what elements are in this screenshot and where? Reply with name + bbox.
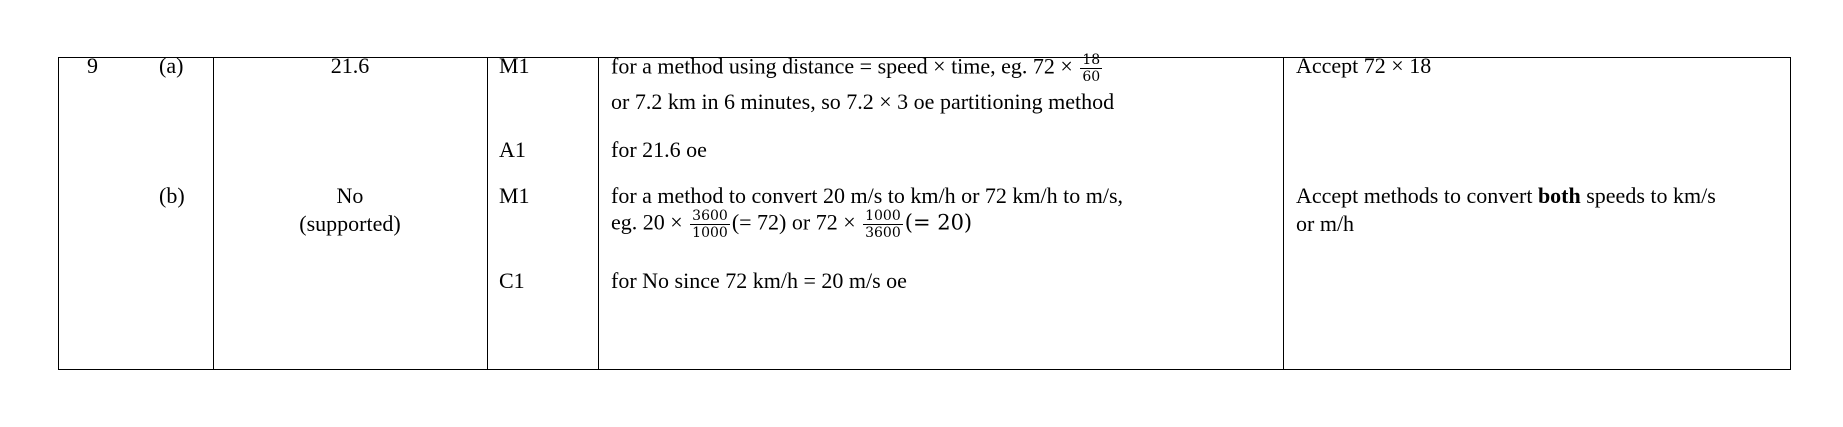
additional-note: or m/h — [1296, 211, 1355, 236]
guidance-line: for 21.6 oe — [611, 137, 707, 162]
part-b-label: (b) — [159, 183, 185, 208]
note-text: Accept methods to convert — [1296, 183, 1538, 208]
guidance-line: for No since 72 km/h = 20 m/s oe — [611, 268, 907, 293]
part-a-label: (a) — [159, 53, 184, 78]
guidance-line: (= 20) — [904, 210, 973, 235]
note-emphasis: both — [1537, 183, 1581, 208]
question-number: 9 — [87, 53, 98, 78]
fraction — [863, 208, 903, 241]
mark-code: C1 — [499, 268, 525, 293]
column-divider — [598, 58, 599, 369]
part-b-answer-line1: No — [336, 183, 364, 208]
mark-code: M1 — [499, 183, 530, 208]
fraction-numerator: 1000 — [865, 208, 901, 224]
mark-code: A1 — [499, 137, 526, 162]
guidance-line: or 7.2 km in 6 minutes, so 7.2 × 3 oe partitioning method — [611, 89, 1115, 114]
part-a-answer: 21.6 — [330, 53, 370, 78]
guidance-line: eg. 20 × — [611, 209, 683, 235]
guidance-text — [611, 208, 972, 241]
additional-note: Accept 72 × 18 — [1296, 53, 1432, 78]
fraction-denominator: 3600 — [865, 225, 901, 241]
fraction-numerator: 18 — [1082, 52, 1101, 68]
additional-note — [1296, 182, 1716, 210]
guidance-text — [611, 52, 1104, 85]
mark-scheme-table — [58, 52, 1791, 370]
guidance-line: for a method using distance = speed × time, eg. 72 × — [611, 53, 1073, 79]
fraction-denominator: 60 — [1082, 69, 1101, 85]
fraction — [690, 208, 730, 241]
note-text: speeds to km/s — [1580, 183, 1716, 208]
guidance-line: for a method to convert 20 m/s to km/h or 72 km/h to m/s, — [611, 183, 1124, 208]
fraction — [1080, 52, 1102, 85]
column-divider — [1283, 58, 1284, 369]
mark-code: M1 — [499, 53, 530, 78]
fraction-denominator: 1000 — [692, 225, 728, 241]
fraction-numerator: 3600 — [692, 208, 728, 224]
guidance-line: (= 72) or 72 × — [731, 209, 856, 235]
part-b-answer-line2: (supported) — [299, 211, 401, 236]
column-divider — [487, 58, 488, 369]
